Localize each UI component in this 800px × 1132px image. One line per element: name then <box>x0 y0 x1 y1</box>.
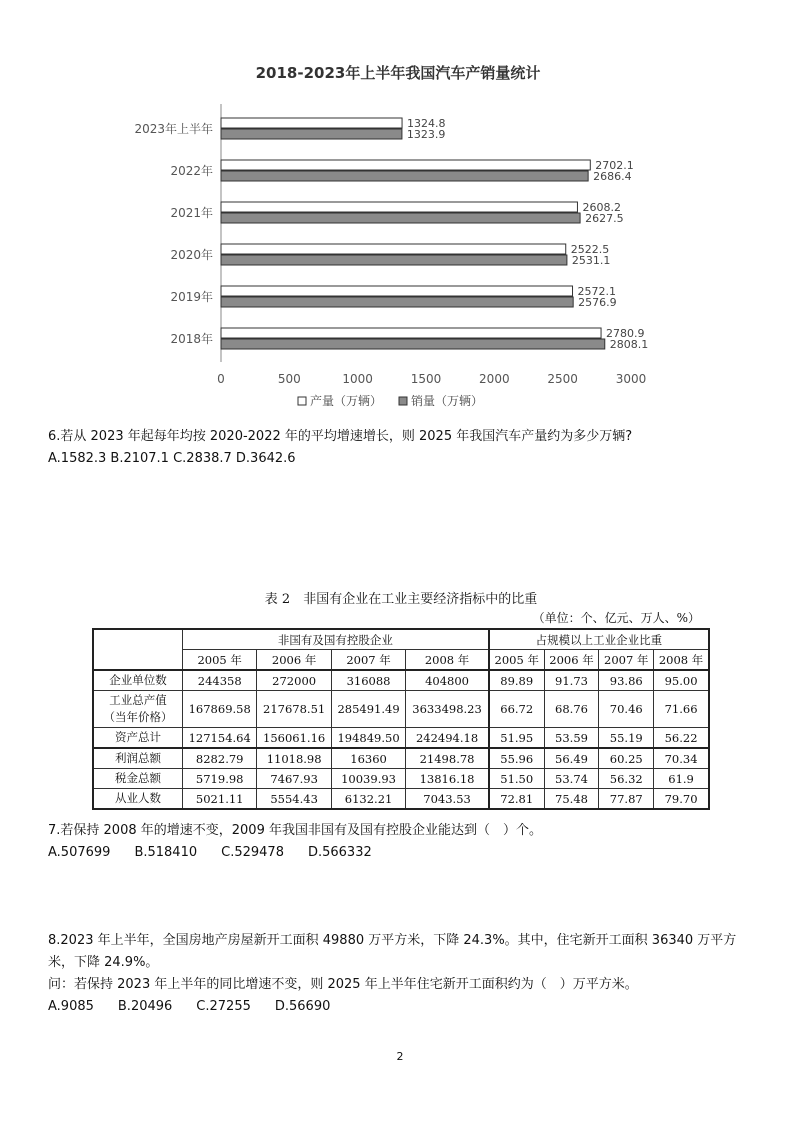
table-cell: 167869.58 <box>183 691 257 728</box>
table-cell: 71.66 <box>654 691 709 728</box>
bar-production <box>221 244 566 254</box>
table-cell: 8282.79 <box>183 748 257 769</box>
bar-production <box>221 286 573 296</box>
x-tick-label: 1000 <box>342 372 373 386</box>
table-cell: 70.46 <box>599 691 654 728</box>
data-label: 2576.9 <box>578 296 617 309</box>
question-6-options: A.1582.3 B.2107.1 C.2838.7 D.3642.6 <box>48 451 296 466</box>
production-sales-chart <box>0 0 800 420</box>
table-cell: 127154.64 <box>183 728 257 749</box>
data-label: 2608.2 <box>582 201 621 214</box>
bar-sales <box>221 255 567 265</box>
table-cell: 6132.21 <box>331 789 405 810</box>
year-header: 2007 年 <box>331 650 405 671</box>
table-row <box>93 691 709 728</box>
question-8-line-2: 米，下降 24.9%。 <box>48 955 159 970</box>
table-cell: 95.00 <box>654 670 709 691</box>
data-label: 2808.1 <box>609 338 649 351</box>
row-label: 企业单位数 <box>93 670 183 691</box>
bar-production <box>221 202 577 212</box>
answer-option: A.9085 <box>48 999 94 1014</box>
table-cell: 244358 <box>183 670 257 691</box>
legend-label: 销量（万辆） <box>411 394 484 408</box>
answer-option: C.27255 <box>196 999 251 1014</box>
category-label: 2019年 <box>170 290 213 304</box>
table-cell: 194849.50 <box>331 728 405 749</box>
table-cell: 316088 <box>331 670 405 691</box>
data-label: 1323.9 <box>406 128 446 141</box>
table-cell: 68.76 <box>544 691 599 728</box>
category-label: 2020年 <box>170 248 213 262</box>
table-cell: 272000 <box>257 670 331 691</box>
question-7-options <box>48 842 542 864</box>
page-number: 2 <box>396 1050 404 1063</box>
bar-production <box>221 160 590 170</box>
category-label: 2022年 <box>170 164 213 178</box>
chart-title: 2018-2023年上半年我国汽车产销量统计 <box>255 64 541 82</box>
category-label: 2018年 <box>170 332 213 346</box>
table-cell: 3633498.23 <box>406 691 489 728</box>
x-tick-label: 2000 <box>479 372 510 386</box>
table-row <box>93 748 709 769</box>
category-label: 2023年上半年 <box>134 122 213 136</box>
x-tick-label: 2500 <box>547 372 578 386</box>
table-cell: 55.96 <box>489 748 544 769</box>
table-cell: 55.19 <box>599 728 654 749</box>
answer-option: C.529478 <box>221 845 284 860</box>
table-cell: 70.34 <box>654 748 709 769</box>
x-tick-label: 500 <box>277 372 301 386</box>
year-header: 2005 年 <box>183 650 257 671</box>
table-cell: 51.50 <box>489 769 544 789</box>
data-label: 2702.1 <box>595 159 634 172</box>
table-cell: 5021.11 <box>183 789 257 810</box>
question-8-line-3: 问：若保持 2023 年上半年的同比增速不变，则 2025 年上半年住宅新开工面积约为（ ）万平方米。 <box>48 977 638 992</box>
year-header: 2008 年 <box>406 650 489 671</box>
table-cell: 53.59 <box>544 728 599 749</box>
year-header: 2006 年 <box>257 650 331 671</box>
category-label: 2021年 <box>170 206 213 220</box>
table-cell: 72.81 <box>489 789 544 810</box>
table-cell: 60.25 <box>599 748 654 769</box>
table-cell: 51.95 <box>489 728 544 749</box>
table-cell: 21498.78 <box>406 748 489 769</box>
legend-swatch <box>298 397 306 405</box>
data-label: 2686.4 <box>593 170 632 183</box>
table-cell: 242494.18 <box>406 728 489 749</box>
bar-sales <box>221 129 402 139</box>
row-label: 税金总额 <box>93 769 183 789</box>
table-cell: 7467.93 <box>257 769 331 789</box>
data-label: 2531.1 <box>571 254 611 267</box>
year-header: 2005 年 <box>489 650 544 671</box>
question-7 <box>48 820 542 864</box>
table-cell: 7043.53 <box>406 789 489 810</box>
table-cell: 56.49 <box>544 748 599 769</box>
table-cell: 61.9 <box>654 769 709 789</box>
bar-sales <box>221 213 580 223</box>
bar-sales <box>221 171 588 181</box>
row-label: 利润总额 <box>93 748 183 769</box>
question-6 <box>48 426 632 470</box>
table-cell: 16360 <box>331 748 405 769</box>
table-cell: 79.70 <box>654 789 709 810</box>
data-label: 1324.8 <box>407 117 446 130</box>
table-cell: 5719.98 <box>183 769 257 789</box>
table-corner <box>93 629 183 670</box>
answer-option: D.56690 <box>274 999 331 1014</box>
answer-option: A.507699 <box>48 845 111 860</box>
data-label: 2572.1 <box>577 285 617 298</box>
table-cell: 53.74 <box>544 769 599 789</box>
table-cell: 10039.93 <box>331 769 405 789</box>
question-8-options <box>48 996 736 1018</box>
table-cell: 217678.51 <box>257 691 331 728</box>
table-2 <box>92 588 710 810</box>
x-tick-label: 3000 <box>615 372 647 386</box>
data-label: 2780.9 <box>606 327 645 340</box>
table-row <box>93 670 709 691</box>
year-header: 2006 年 <box>544 650 599 671</box>
data-label: 2522.5 <box>570 243 610 256</box>
table-cell: 56.22 <box>654 728 709 749</box>
table-cell: 11018.98 <box>257 748 331 769</box>
table-cell: 91.73 <box>544 670 599 691</box>
table-unit: （单位：个、亿元、万人、%） <box>532 611 700 625</box>
answer-option: D.566332 <box>307 845 372 860</box>
table-row <box>93 728 709 749</box>
group-header-non-state: 非国有及国有控股企业 <box>183 629 489 650</box>
group-header-share: 占规模以上工业企业比重 <box>489 629 709 650</box>
question-6-text: 6.若从 2023 年起每年均按 2020-2022 年的平均增速增长，则 2025 年我国汽车产量约为多少万辆? <box>48 429 633 444</box>
data-table <box>92 628 710 810</box>
question-8-line-1: 8.2023 年上半年，全国房地产房屋新开工面积 49880 万平方米，下降 24.3%。其中，住宅新开工面积 36340 万平方 <box>48 933 737 948</box>
data-label: 2627.5 <box>585 212 624 225</box>
year-header: 2007 年 <box>599 650 654 671</box>
row-label: 资产总计 <box>93 728 183 749</box>
table-cell: 66.72 <box>489 691 544 728</box>
bar-sales <box>221 339 605 349</box>
bar-sales <box>221 297 573 307</box>
x-tick-label: 1500 <box>410 372 442 386</box>
table-title: 表 2 非国有企业在工业主要经济指标中的比重 <box>264 592 538 607</box>
table-cell: 93.86 <box>599 670 654 691</box>
row-label: 工业总产值 （当年价格） <box>93 691 183 728</box>
x-tick-label: 0 <box>217 372 225 386</box>
answer-option: B.20496 <box>117 999 173 1014</box>
year-header: 2008 年 <box>654 650 709 671</box>
table-row <box>93 769 709 789</box>
bar-production <box>221 328 601 338</box>
table-cell: 404800 <box>406 670 489 691</box>
table-cell: 56.32 <box>599 769 654 789</box>
table-cell: 75.48 <box>544 789 599 810</box>
table-cell: 5554.43 <box>257 789 331 810</box>
question-8 <box>48 930 736 1018</box>
bar-production <box>221 118 402 128</box>
table-cell: 89.89 <box>489 670 544 691</box>
question-7-text: 7.若保持 2008 年的增速不变，2009 年我国非国有及国有控股企业能达到（ ）个。 <box>48 823 542 838</box>
legend-swatch <box>399 397 407 405</box>
legend-label: 产量（万辆） <box>310 394 383 408</box>
table-cell: 13816.18 <box>406 769 489 789</box>
table-cell: 285491.49 <box>331 691 405 728</box>
table-row <box>93 789 709 810</box>
answer-option: B.518410 <box>134 845 198 860</box>
table-cell: 156061.16 <box>257 728 331 749</box>
row-label: 从业人数 <box>93 789 183 810</box>
table-cell: 77.87 <box>599 789 654 810</box>
